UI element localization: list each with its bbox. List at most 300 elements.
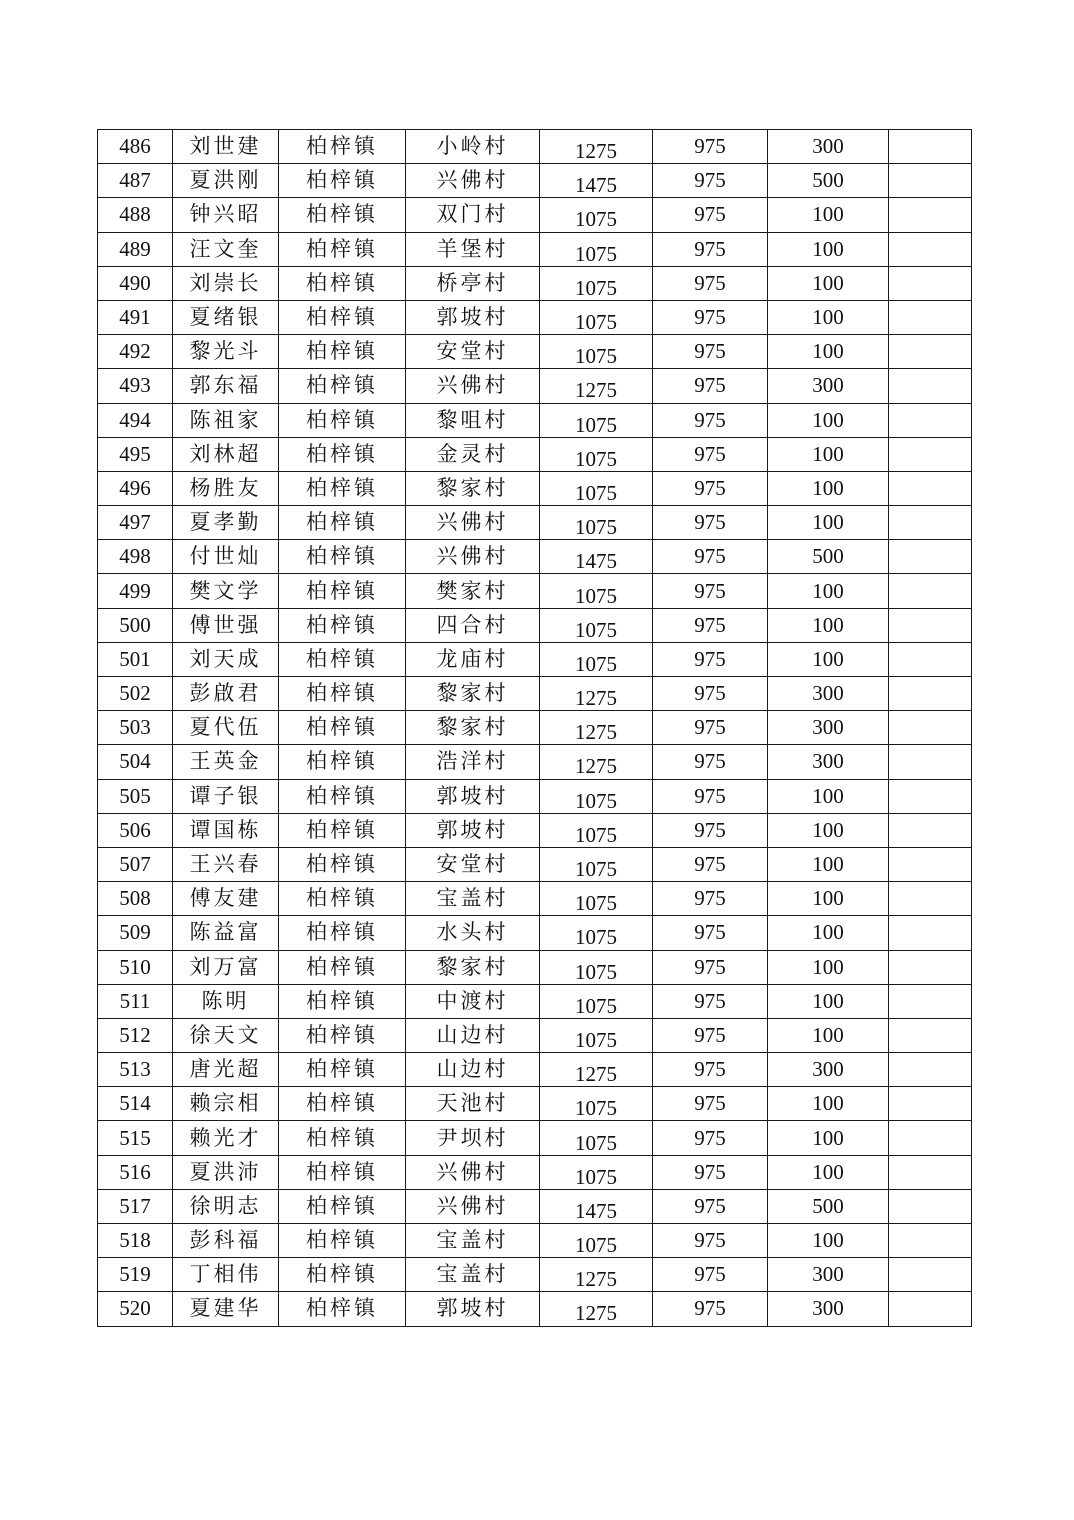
cell-base-amount-text: 975 (694, 681, 726, 706)
cell-person-name-text: 付世灿 (189, 544, 262, 569)
roster-body (98, 130, 972, 1327)
cell-base-amount (653, 813, 768, 847)
cell-extra-amount-text: 100 (812, 920, 844, 945)
cell-total-amount-text: 1075 (575, 993, 617, 1018)
cell-extra-amount-text: 100 (812, 612, 844, 637)
cell-serial-number-text: 514 (119, 1091, 151, 1116)
cell-serial-number-text: 519 (119, 1262, 151, 1287)
cell-serial-number-text: 505 (119, 783, 151, 808)
cell-person-name (173, 779, 279, 813)
cell-serial-number (98, 745, 173, 779)
cell-base-amount-text: 975 (694, 612, 726, 637)
cell-village (406, 1087, 540, 1121)
cell-extra-amount-text: 300 (812, 1296, 844, 1321)
cell-extra-amount-text: 100 (812, 236, 844, 261)
cell-total-amount-text: 1075 (575, 1096, 617, 1121)
cell-person-name-text: 樊文学 (189, 578, 262, 603)
cell-note (889, 1018, 972, 1052)
cell-person-name (173, 950, 279, 984)
cell-person-name (173, 130, 279, 164)
cell-village (406, 1292, 540, 1326)
cell-person-name (173, 232, 279, 266)
cell-person-name-text: 夏绪银 (189, 305, 262, 330)
cell-village-text: 天池村 (436, 1091, 509, 1116)
cell-base-amount-text: 975 (694, 475, 726, 500)
cell-person-name (173, 1018, 279, 1052)
cell-town-text: 柏梓镇 (306, 202, 378, 227)
cell-serial-number-text: 507 (119, 852, 151, 877)
cell-note (889, 882, 972, 916)
cell-town-text: 柏梓镇 (306, 1262, 378, 1287)
cell-serial-number-text: 520 (119, 1296, 151, 1321)
cell-town-text: 柏梓镇 (306, 1228, 378, 1253)
cell-total-amount (540, 882, 653, 916)
cell-total-amount-text: 1075 (575, 515, 617, 540)
cell-base-amount (653, 779, 768, 813)
cell-extra-amount (768, 1087, 889, 1121)
cell-village-text: 兴佛村 (436, 544, 509, 569)
cell-serial-number-text: 500 (119, 612, 151, 637)
cell-total-amount-text: 1075 (575, 788, 617, 813)
cell-extra-amount (768, 882, 889, 916)
table-row (98, 198, 972, 232)
cell-town-text: 柏梓镇 (306, 715, 378, 740)
cell-village (406, 471, 540, 505)
cell-town (279, 1121, 406, 1155)
cell-serial-number-text: 506 (119, 817, 151, 842)
cell-extra-amount-text: 100 (812, 817, 844, 842)
cell-serial-number-text: 498 (119, 544, 151, 569)
cell-village-text: 小岭村 (436, 134, 509, 159)
cell-extra-amount (768, 403, 889, 437)
cell-extra-amount-text: 100 (812, 1022, 844, 1047)
cell-serial-number-text: 489 (119, 236, 151, 261)
cell-town-text: 柏梓镇 (306, 886, 378, 911)
cell-base-amount-text: 975 (694, 886, 726, 911)
cell-person-name-text: 王兴春 (189, 852, 262, 877)
table-row (98, 642, 972, 676)
cell-village-text: 郭坡村 (436, 305, 509, 330)
cell-serial-number-text: 503 (119, 715, 151, 740)
cell-village (406, 574, 540, 608)
cell-village-text: 郭坡村 (436, 1296, 509, 1321)
cell-town (279, 1087, 406, 1121)
cell-note (889, 813, 972, 847)
cell-serial-number (98, 1053, 173, 1087)
cell-note (889, 950, 972, 984)
cell-serial-number-text: 491 (119, 305, 151, 330)
cell-extra-amount (768, 437, 889, 471)
cell-person-name (173, 1121, 279, 1155)
cell-extra-amount-text: 100 (812, 1125, 844, 1150)
cell-person-name-text: 刘天成 (189, 646, 262, 671)
cell-serial-number (98, 1292, 173, 1326)
table-row (98, 608, 972, 642)
cell-base-amount-text: 975 (694, 817, 726, 842)
cell-person-name-text: 王英金 (189, 749, 262, 774)
cell-serial-number (98, 813, 173, 847)
cell-note (889, 232, 972, 266)
cell-town (279, 1155, 406, 1189)
cell-village (406, 232, 540, 266)
cell-total-amount (540, 574, 653, 608)
cell-town-text: 柏梓镇 (306, 1193, 378, 1218)
cell-town (279, 950, 406, 984)
cell-base-amount-text: 975 (694, 168, 726, 193)
cell-total-amount (540, 745, 653, 779)
cell-total-amount-text: 1075 (575, 241, 617, 266)
cell-town-text: 柏梓镇 (306, 578, 378, 603)
cell-village-text: 郭坡村 (436, 817, 509, 842)
cell-person-name-text: 夏洪沛 (189, 1159, 262, 1184)
cell-total-amount (540, 198, 653, 232)
cell-person-name (173, 1224, 279, 1258)
cell-total-amount-text: 1075 (575, 207, 617, 232)
cell-serial-number-text: 502 (119, 681, 151, 706)
cell-base-amount-text: 975 (694, 715, 726, 740)
cell-base-amount-text: 975 (694, 1262, 726, 1287)
cell-total-amount (540, 642, 653, 676)
cell-person-name (173, 642, 279, 676)
table-row (98, 266, 972, 300)
cell-total-amount (540, 677, 653, 711)
cell-total-amount (540, 471, 653, 505)
cell-serial-number (98, 711, 173, 745)
cell-town-text: 柏梓镇 (306, 305, 378, 330)
cell-base-amount-text: 975 (694, 134, 726, 159)
cell-town-text: 柏梓镇 (306, 681, 378, 706)
cell-extra-amount-text: 100 (812, 305, 844, 330)
cell-person-name (173, 711, 279, 745)
cell-village (406, 130, 540, 164)
cell-total-amount-text: 1075 (575, 822, 617, 847)
cell-person-name (173, 300, 279, 334)
cell-town-text: 柏梓镇 (306, 339, 378, 364)
cell-total-amount (540, 437, 653, 471)
cell-village (406, 506, 540, 540)
cell-town-text: 柏梓镇 (306, 1296, 378, 1321)
cell-total-amount-text: 1075 (575, 1233, 617, 1258)
cell-village (406, 437, 540, 471)
cell-serial-number (98, 506, 173, 540)
cell-base-amount (653, 1224, 768, 1258)
cell-extra-amount-text: 100 (812, 1091, 844, 1116)
cell-person-name (173, 403, 279, 437)
cell-town (279, 1018, 406, 1052)
cell-serial-number-text: 493 (119, 373, 151, 398)
cell-extra-amount-text: 500 (812, 544, 844, 569)
cell-village (406, 608, 540, 642)
cell-town (279, 1224, 406, 1258)
cell-extra-amount (768, 711, 889, 745)
cell-note (889, 369, 972, 403)
cell-base-amount (653, 1155, 768, 1189)
table-row (98, 335, 972, 369)
cell-note (889, 1121, 972, 1155)
cell-base-amount-text: 975 (694, 852, 726, 877)
cell-total-amount (540, 540, 653, 574)
table-row (98, 506, 972, 540)
cell-village-text: 金灵村 (436, 441, 509, 466)
cell-village-text: 羊堡村 (436, 236, 509, 261)
cell-base-amount (653, 916, 768, 950)
cell-town (279, 471, 406, 505)
cell-base-amount (653, 130, 768, 164)
cell-total-amount-text: 1075 (575, 412, 617, 437)
cell-base-amount-text: 975 (694, 1159, 726, 1184)
cell-note (889, 847, 972, 881)
cell-serial-number (98, 335, 173, 369)
cell-extra-amount (768, 232, 889, 266)
cell-base-amount (653, 745, 768, 779)
cell-person-name-text: 傅世强 (189, 612, 262, 637)
cell-base-amount-text: 975 (694, 1125, 726, 1150)
cell-village (406, 266, 540, 300)
cell-extra-amount (768, 130, 889, 164)
cell-town (279, 437, 406, 471)
cell-base-amount-text: 975 (694, 920, 726, 945)
cell-base-amount (653, 1053, 768, 1087)
cell-total-amount-text: 1075 (575, 857, 617, 882)
cell-town-text: 柏梓镇 (306, 1022, 378, 1047)
cell-total-amount (540, 1224, 653, 1258)
cell-note (889, 403, 972, 437)
cell-total-amount (540, 711, 653, 745)
cell-person-name-text: 刘万富 (189, 954, 262, 979)
cell-town-text: 柏梓镇 (306, 168, 378, 193)
table-row (98, 984, 972, 1018)
cell-village (406, 403, 540, 437)
cell-extra-amount (768, 506, 889, 540)
cell-extra-amount-text: 100 (812, 441, 844, 466)
table-row (98, 745, 972, 779)
cell-person-name-text: 夏洪刚 (189, 168, 262, 193)
cell-person-name (173, 1053, 279, 1087)
table-row (98, 232, 972, 266)
cell-extra-amount (768, 916, 889, 950)
cell-serial-number-text: 492 (119, 339, 151, 364)
cell-person-name-text: 彭啟君 (189, 681, 262, 706)
cell-town-text: 柏梓镇 (306, 407, 378, 432)
table-row (98, 164, 972, 198)
cell-town (279, 1292, 406, 1326)
cell-base-amount (653, 1087, 768, 1121)
table-row (98, 813, 972, 847)
cell-total-amount-text: 1275 (575, 720, 617, 745)
cell-town (279, 711, 406, 745)
cell-town-text: 柏梓镇 (306, 954, 378, 979)
cell-total-amount-text: 1275 (575, 754, 617, 779)
cell-serial-number (98, 540, 173, 574)
cell-town (279, 266, 406, 300)
cell-town (279, 882, 406, 916)
cell-serial-number-text: 515 (119, 1125, 151, 1150)
cell-extra-amount (768, 813, 889, 847)
cell-note (889, 1155, 972, 1189)
cell-total-amount (540, 950, 653, 984)
cell-total-amount (540, 1189, 653, 1223)
cell-extra-amount (768, 300, 889, 334)
cell-village-text: 兴佛村 (436, 168, 509, 193)
cell-town-text: 柏梓镇 (306, 1159, 378, 1184)
roster-table (97, 129, 972, 1327)
table-row (98, 1018, 972, 1052)
cell-village (406, 335, 540, 369)
table-row (98, 1258, 972, 1292)
cell-serial-number (98, 642, 173, 676)
cell-village-text: 黎咀村 (436, 407, 509, 432)
cell-extra-amount-text: 100 (812, 1228, 844, 1253)
cell-base-amount-text: 975 (694, 1022, 726, 1047)
cell-base-amount (653, 266, 768, 300)
cell-town (279, 642, 406, 676)
table-row (98, 847, 972, 881)
cell-total-amount-text: 1075 (575, 344, 617, 369)
cell-person-name (173, 1258, 279, 1292)
cell-person-name (173, 1087, 279, 1121)
cell-note (889, 1189, 972, 1223)
cell-village-text: 尹坝村 (436, 1125, 509, 1150)
cell-base-amount (653, 164, 768, 198)
cell-extra-amount-text: 100 (812, 202, 844, 227)
cell-extra-amount (768, 608, 889, 642)
cell-town (279, 232, 406, 266)
cell-village (406, 916, 540, 950)
cell-person-name (173, 369, 279, 403)
cell-town (279, 779, 406, 813)
cell-base-amount-text: 975 (694, 202, 726, 227)
cell-person-name-text: 徐明志 (189, 1193, 262, 1218)
cell-serial-number-text: 496 (119, 475, 151, 500)
cell-base-amount-text: 975 (694, 236, 726, 261)
cell-town (279, 1258, 406, 1292)
cell-base-amount (653, 335, 768, 369)
cell-base-amount (653, 300, 768, 334)
cell-base-amount (653, 437, 768, 471)
cell-total-amount (540, 335, 653, 369)
cell-village (406, 164, 540, 198)
cell-village (406, 984, 540, 1018)
table-row (98, 1224, 972, 1258)
cell-total-amount (540, 1121, 653, 1155)
cell-person-name-text: 陈益富 (189, 920, 262, 945)
cell-village (406, 745, 540, 779)
cell-base-amount-text: 975 (694, 1228, 726, 1253)
cell-person-name-text: 傅友建 (189, 886, 262, 911)
cell-person-name (173, 984, 279, 1018)
cell-note (889, 1053, 972, 1087)
cell-total-amount-text: 1075 (575, 925, 617, 950)
cell-extra-amount-text: 500 (812, 1193, 844, 1218)
cell-extra-amount (768, 471, 889, 505)
cell-base-amount (653, 540, 768, 574)
cell-person-name-text: 陈明 (201, 988, 250, 1013)
cell-base-amount-text: 975 (694, 305, 726, 330)
cell-serial-number (98, 369, 173, 403)
cell-town-text: 柏梓镇 (306, 988, 378, 1013)
cell-person-name-text: 夏孝勤 (189, 510, 262, 535)
cell-extra-amount (768, 1189, 889, 1223)
cell-village-text: 山边村 (436, 1022, 509, 1047)
cell-serial-number (98, 300, 173, 334)
cell-serial-number-text: 516 (119, 1159, 151, 1184)
cell-person-name (173, 266, 279, 300)
cell-base-amount (653, 642, 768, 676)
cell-base-amount (653, 198, 768, 232)
cell-serial-number-text: 488 (119, 202, 151, 227)
cell-extra-amount-text: 300 (812, 134, 844, 159)
cell-extra-amount (768, 1121, 889, 1155)
cell-person-name (173, 677, 279, 711)
cell-serial-number-text: 497 (119, 510, 151, 535)
table-row (98, 1053, 972, 1087)
table-row (98, 1189, 972, 1223)
cell-base-amount (653, 984, 768, 1018)
cell-town-text: 柏梓镇 (306, 475, 378, 500)
cell-village-text: 兴佛村 (436, 1193, 509, 1218)
cell-town (279, 677, 406, 711)
cell-town (279, 403, 406, 437)
cell-total-amount-text: 1475 (575, 173, 617, 198)
cell-base-amount (653, 677, 768, 711)
cell-extra-amount (768, 198, 889, 232)
cell-note (889, 471, 972, 505)
cell-village (406, 1258, 540, 1292)
cell-serial-number (98, 130, 173, 164)
cell-person-name (173, 506, 279, 540)
cell-person-name (173, 745, 279, 779)
cell-town (279, 984, 406, 1018)
cell-serial-number (98, 950, 173, 984)
cell-extra-amount (768, 1224, 889, 1258)
cell-note (889, 574, 972, 608)
cell-extra-amount-text: 300 (812, 749, 844, 774)
cell-town-text: 柏梓镇 (306, 510, 378, 535)
cell-person-name (173, 471, 279, 505)
cell-village (406, 642, 540, 676)
cell-town (279, 506, 406, 540)
table-row (98, 540, 972, 574)
cell-base-amount (653, 950, 768, 984)
cell-village-text: 黎家村 (436, 475, 509, 500)
table-row (98, 779, 972, 813)
cell-extra-amount-text: 100 (812, 988, 844, 1013)
table-row (98, 369, 972, 403)
cell-serial-number-text: 490 (119, 270, 151, 295)
cell-village-text: 宝盖村 (436, 886, 509, 911)
cell-extra-amount-text: 100 (812, 270, 844, 295)
cell-total-amount (540, 1258, 653, 1292)
cell-extra-amount-text: 100 (812, 475, 844, 500)
table-row (98, 916, 972, 950)
cell-town (279, 198, 406, 232)
cell-base-amount-text: 975 (694, 578, 726, 603)
cell-base-amount (653, 232, 768, 266)
cell-extra-amount-text: 300 (812, 681, 844, 706)
cell-serial-number-text: 499 (119, 578, 151, 603)
cell-serial-number (98, 847, 173, 881)
cell-base-amount-text: 975 (694, 373, 726, 398)
cell-extra-amount (768, 677, 889, 711)
cell-village (406, 950, 540, 984)
cell-note (889, 266, 972, 300)
cell-serial-number (98, 608, 173, 642)
cell-serial-number (98, 1258, 173, 1292)
cell-person-name (173, 574, 279, 608)
cell-base-amount (653, 882, 768, 916)
cell-serial-number-text: 518 (119, 1228, 151, 1253)
cell-person-name-text: 谭子银 (189, 783, 262, 808)
